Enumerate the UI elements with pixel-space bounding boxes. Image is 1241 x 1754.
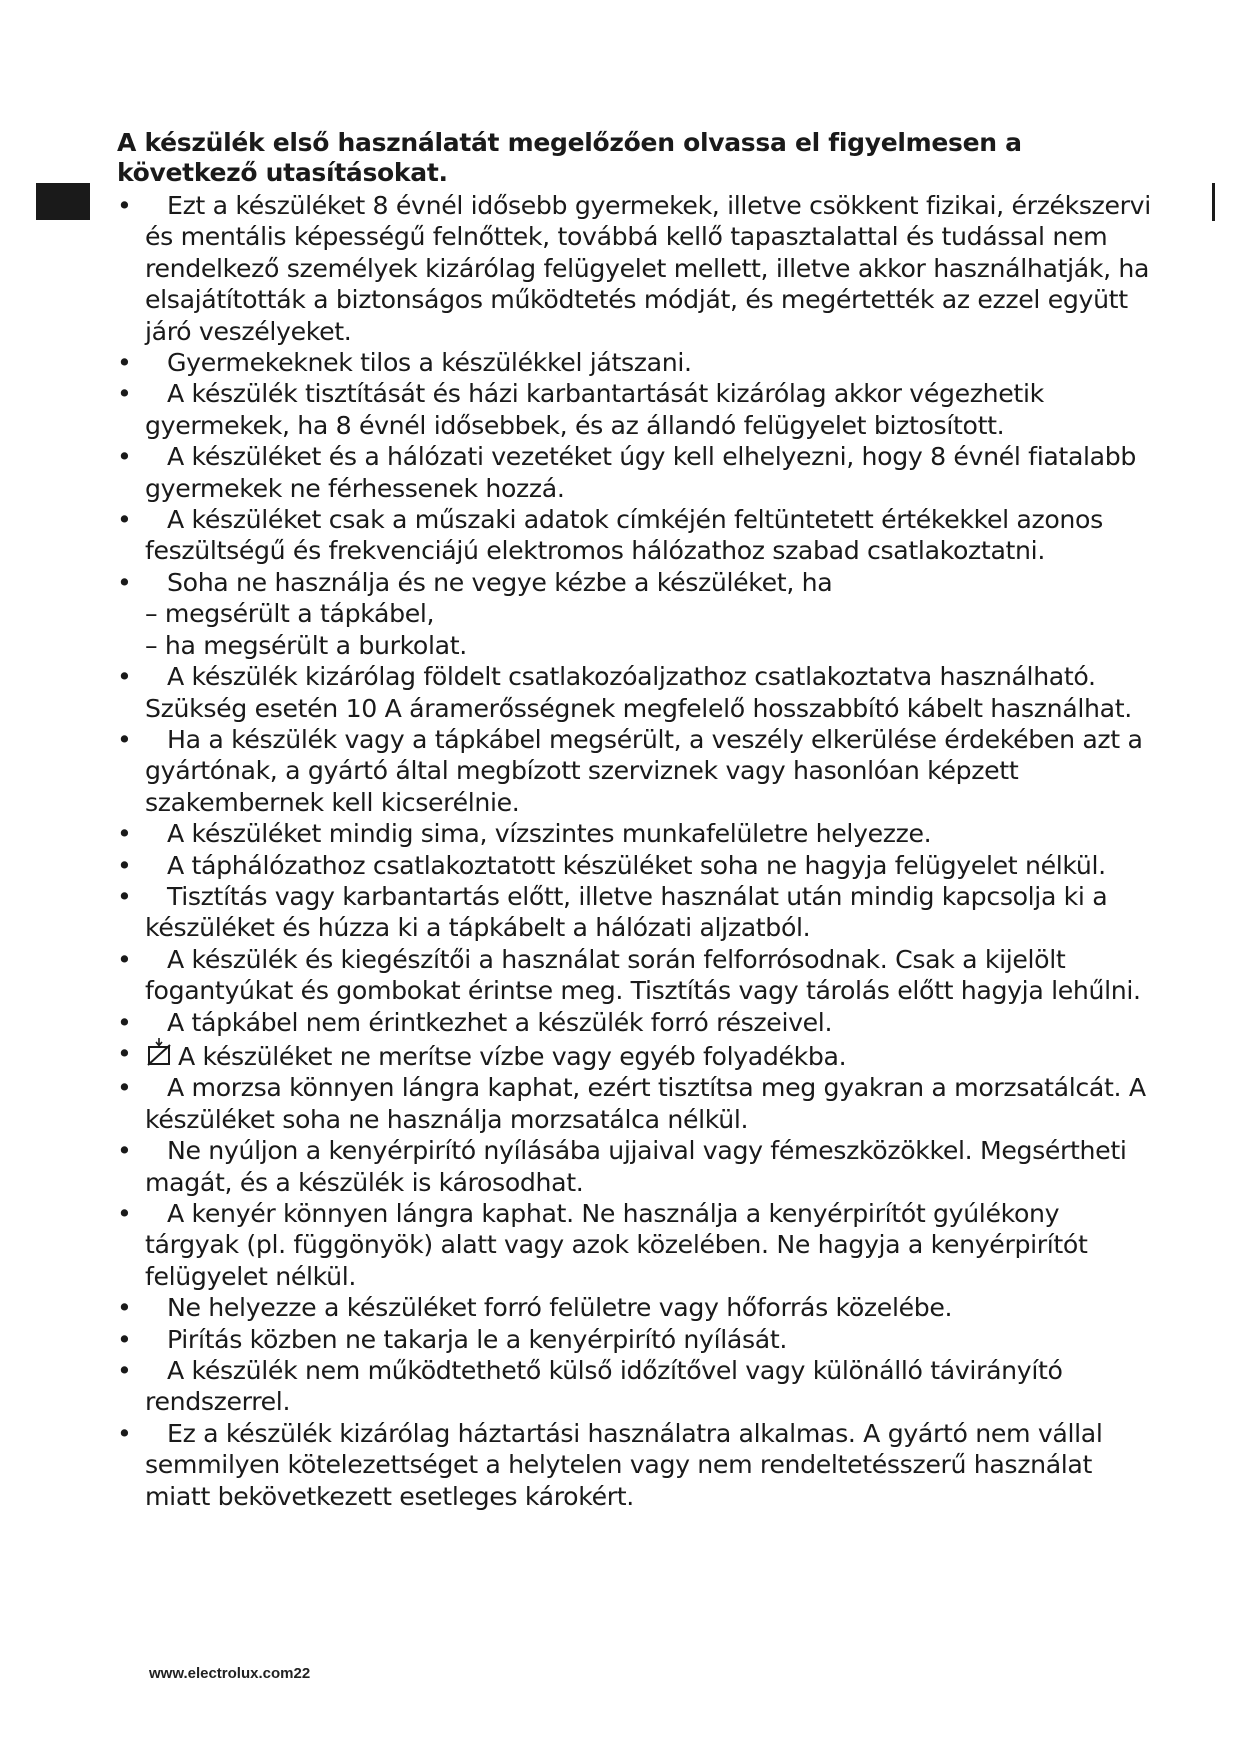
margin-change-bar (1212, 183, 1215, 221)
list-item: • A készülék nem működtethető külső időzítővel vagy különálló távirányító rendszerrel. (117, 1356, 1063, 1417)
list-item: • Ne nyúljon a kenyérpirító nyílásába ujjaival vagy fémeszközökkel. Megsértheti magát, és a készülék is károsodhat. (117, 1136, 1127, 1197)
bullet: • (117, 881, 132, 911)
bullet: • (117, 1038, 132, 1068)
bullet: • (117, 1324, 132, 1354)
bullet: • (117, 505, 132, 535)
list-item: • A készüléket és a hálózati vezetéket úgy kell elhelyezni, hogy 8 évnél fiatalabb gyermekek ne férhessenek hozzá. (117, 442, 1137, 503)
list-item: • Ezt a készüléket 8 évnél idősebb gyermekek, illetve csökkent fizikai, érzékszervi és mentális képességű felnőttek, továbbá kellő tapasztalattal és tudással nem rendelkező személyek kizárólag felügyelet mellett, illetve akkor használhatják, ha elsajátították a biztonságos működtetés módját, és megértették az ezzel együtt járó veszélyeket. (117, 191, 1151, 346)
list-item: • A kenyér könnyen lángra kaphat. Ne használja a kenyérpirítót gyúlékony tárgyak (pl. függönyök) alatt vagy azok közelében. Ne hagyja a kenyérpirítót felügyelet nélkül. (117, 1199, 1088, 1291)
list-item: • A készülék és kiegészítői a használat során felforrósodnak. Csak a kijelölt fogantyúkat és gombokat érintse meg. Tisztítás vagy tárolás előtt hagyja lehűlni. (117, 944, 1141, 1006)
bullet: • (117, 662, 132, 692)
sub-item: – megsérült a tápkábel, (145, 599, 435, 629)
list-item: • A készülék tisztítását és házi karbantartását kizárólag akkor végezhetik gyermekek, ha 8 évnél idősebbek, és az állandó felügyelet biztosított. (117, 379, 1044, 440)
page-title: A készülék első használatát megelőzően olvassa el figyelmesen a következő utasításokat. (117, 128, 1022, 187)
list-item: • A készüléket csak a műszaki adatok címkéjén feltüntetett értékekkel azonos feszültségű és frekvenciájú elektromos hálózathoz szabad csatlakoztatni. (117, 505, 1103, 566)
list-item: • Gyermekeknek tilos a készülékkel játszani. (117, 348, 692, 378)
bullet: • (117, 1136, 132, 1166)
list-item: • A morzsa könnyen lángra kaphat, ezért tisztítsa meg gyakran a morzsatálcát. A készüléket soha ne használja morzsatálca nélkül. (117, 1073, 1146, 1134)
bullet: • (117, 724, 132, 754)
bullet: • (117, 1007, 132, 1037)
sub-item: – ha megsérült a burkolat. (145, 630, 467, 660)
bullet: • (117, 442, 132, 472)
rules-list (117, 190, 1157, 1512)
list-item: • Ez a készülék kizárólag háztartási használatra alkalmas. A gyártó nem vállal semmilyen kötelezettséget a helytelen vagy nem rendeltetésszerű használat miatt bekövetkezett esetleges károkért. (117, 1418, 1103, 1511)
bullet: • (117, 191, 132, 220)
list-item: • Ha a készülék vagy a tápkábel megsérült, a veszély elkerülése érdekében azt a gyártónak, a gyártó által megbízott szerviznek vagy hasonlóan képzett szakembernek kell kicserélnie. (117, 724, 1143, 817)
bullet: • (117, 1293, 132, 1323)
bullet: • (117, 819, 132, 849)
page-footer: www.electrolux.com22 (149, 1665, 311, 1682)
bullet: • (117, 1199, 132, 1228)
list-item: • A tápkábel nem érintkezhet a készülék forró részeivel. (117, 1007, 833, 1037)
bullet: • (117, 1356, 132, 1386)
safety-instructions (117, 128, 1157, 1512)
list-item: • A táphálózathoz csatlakoztatott készüléket soha ne hagyja felügyelet nélkül. (117, 850, 1106, 880)
no-immersion-icon (145, 1038, 175, 1068)
bullet: • (117, 850, 132, 880)
bullet: • (117, 379, 132, 409)
list-item: • Pirítás közben ne takarja le a kenyérpirító nyílását. (117, 1324, 788, 1354)
bullet: • (117, 1418, 132, 1448)
bullet: • (117, 567, 132, 597)
list-item: • Ne helyezze a készüléket forró felületre vagy hőforrás közelébe. (117, 1293, 953, 1323)
list-item: • A készülék kizárólag földelt csatlakozóaljzathoz csatlakoztatva használható. Szükség esetén 10 A áramerősségnek megfelelő hosszabbító kábelt használhat. (117, 662, 1132, 723)
bullet: • (117, 1073, 132, 1103)
bullet: • (117, 944, 132, 974)
list-item: • A készüléket ne merítse vízbe vagy egyéb folyadékba. (117, 1038, 847, 1071)
list-item: • Soha ne használja és ne vegye kézbe a készüléket, ha – megsérült a tápkábel, – ha megsérült a burkolat. (117, 567, 1157, 661)
section-marker-block (36, 183, 90, 220)
list-item: • A készüléket mindig sima, vízszintes munkafelületre helyezze. (117, 819, 932, 849)
list-item: • Tisztítás vagy karbantartás előtt, illetve használat után mindig kapcsolja ki a készüléket és húzza ki a tápkábelt a hálózati aljzatból. (117, 881, 1108, 943)
bullet: • (117, 348, 132, 378)
